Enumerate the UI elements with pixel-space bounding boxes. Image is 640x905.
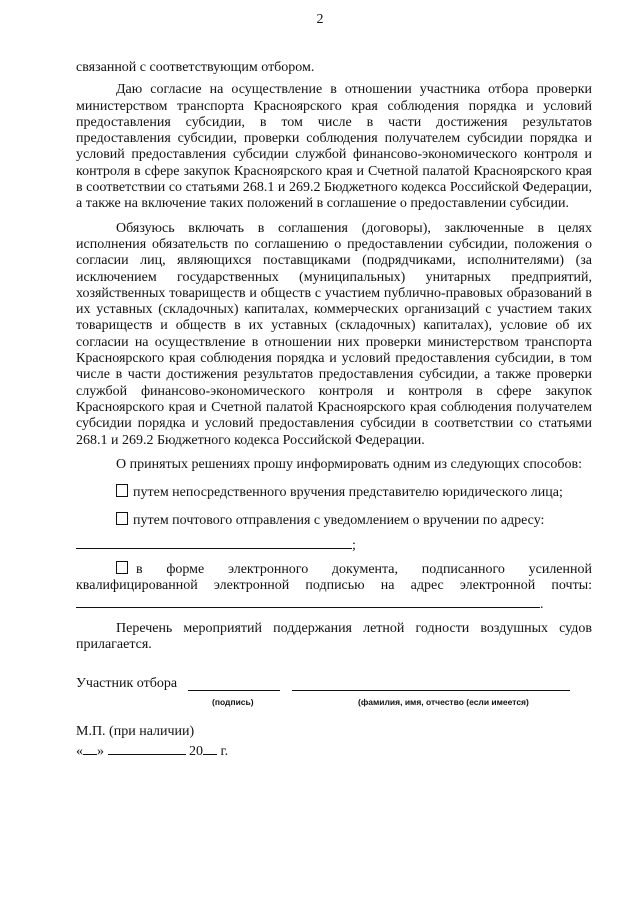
signature-label: Участник отбора [76,675,178,691]
date-year-field[interactable] [203,742,217,755]
date-month-field[interactable] [108,742,186,755]
postal-address-line [76,536,592,554]
date-year-prefix: 20 [189,743,203,759]
date-day-field[interactable] [83,742,97,755]
full-name-field[interactable] [292,678,570,691]
paragraph-consent: Даю согласие на осуществление в отношении участника отбора проверки министерством транспорта Красноярского края соблюдения порядка и условий предоставления субсидии, в том числе в части достижения результатов предоставления субсидии, проверки соблюдения получателем субсидии порядка и условий предоставления субсидии службой финансово-экономического контроля и контроля в сфере закупок Красноярского края и Счетной палатой Красноярского края в соответствии со статьями 268.1 и 269.2 Бюджетного кодекса Российской Федерации, а также на включение таких положений в соглашение о предоставлении субсидии. [76,82,592,212]
option-email [76,560,592,613]
date-suffix: г. [220,743,229,759]
full-name-caption: (фамилия, имя, отчество (если имеется) [358,696,529,707]
checkbox-postal[interactable] [116,512,128,525]
option-direct-delivery [116,483,592,501]
postal-address-end: ; [352,537,356,553]
option-email-text [76,560,592,613]
paragraph-obligation: Обязуюсь включать в соглашения (договоры), заключенные в целях исполнения обязательств по соглашению о предоставлении субсидии, положения о согласии лиц, являющихся поставщиками (подрядчиками, исполнителями) (за исключением государственных (муниципальных) унитарных предприятий, хозяйственных товариществ и обществ с участием публично-правовых образований в их уставных (складочных) капиталах, коммерческих организаций с участием таких товариществ и обществ в их уставных (складочных) капиталах), условие об их согласии на осуществление в отношении них проверки министерством транспорта Красноярского края соблюдения порядка и условий предоставления субсидии, в том числе в части достижения результатов предоставления субсидии, а также проверки службой финансово-экономического контроля и контроля в сфере закупок Красноярского края и Счетной палатой Красноярского края соблюдения получателем субсидии порядка и условий предоставления субсидии в соответствии со статьями 268.1 и 269.2 Бюджетного кодекса Российской Федерации. [76,220,592,448]
paragraph-attachment: Перечень мероприятий поддержания летной годности воздушных судов прилагается. [76,620,592,653]
option-postal [116,511,592,529]
postal-address-field[interactable] [76,536,352,549]
date-line [76,742,592,760]
date-open-quote: « [76,743,83,759]
document-body [76,60,592,760]
option-email-end: . [540,596,544,612]
date-close-quote: » [97,743,104,759]
email-address-field[interactable] [76,595,540,608]
signature-block [76,676,592,708]
page-number: 2 [316,12,324,27]
checkbox-direct-delivery[interactable] [116,484,128,497]
stamp-label: М.П. (при наличии) [76,723,195,739]
checkbox-email[interactable] [116,561,128,574]
signature-caption: (подпись) [212,696,254,707]
signature-field[interactable] [188,678,280,691]
option-direct-delivery-label: путем непосредственного вручения представителю юридического лица; [133,485,563,501]
paragraph-inform: О принятых решениях прошу информировать одним из следующих способов: [116,456,582,472]
paragraph-continuation: связанной с соответствующим отбором. [76,60,315,75]
option-postal-label: путем почтового отправления с уведомлением о вручении по адресу: [133,513,545,529]
option-email-label: в форме электронного документа, подписанного усиленной квалифицированной электронной подписью на адрес электронной почты: [76,562,592,594]
